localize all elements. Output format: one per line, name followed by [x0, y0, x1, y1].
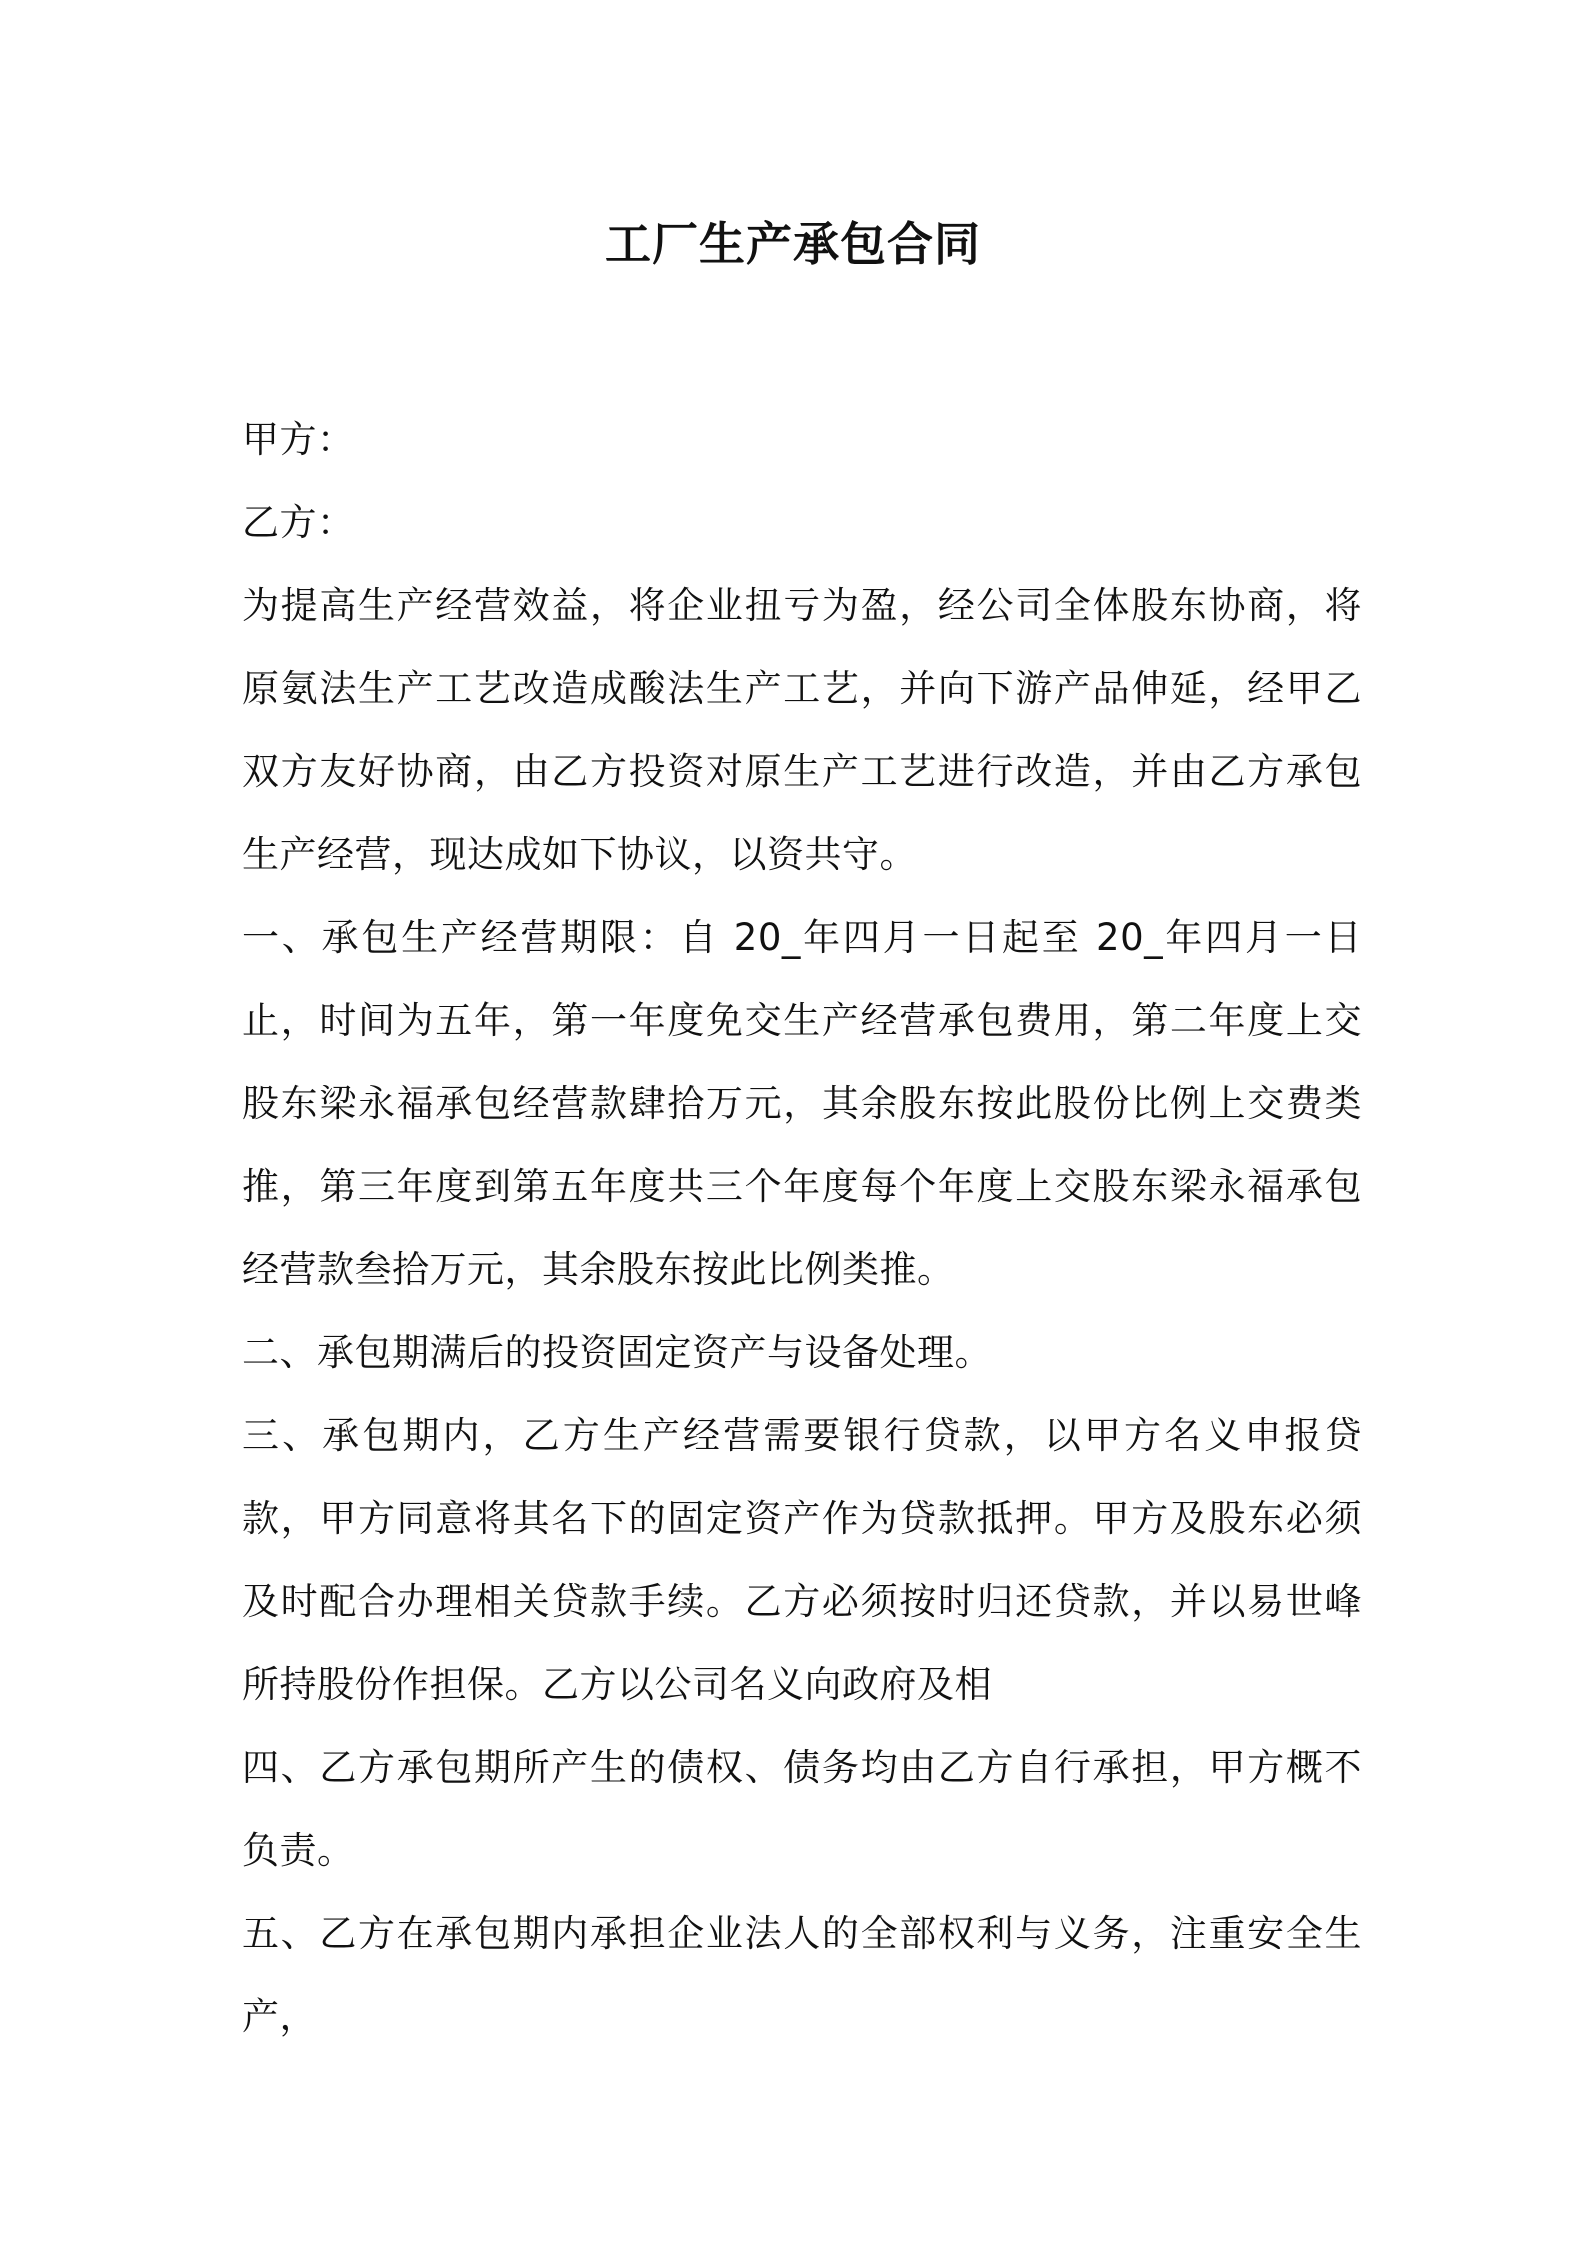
- clause-1-paragraph: 一、承包生产经营期限：自 20_年四月一日起至 20_年四月一日止，时间为五年，第一年度免交生产经营承包费用，第二年度上交股东梁永福承包经营款肆拾万元，其余股东按此股份比例上交费类推，第三年度到第五年度共三个年度每个年度上交股东梁永福承包经营款叁拾万元，其余股东按此比例类推。: [242, 916, 1362, 1291]
- party-a-line: 甲方：: [242, 418, 355, 461]
- party-b-line: 乙方：: [242, 501, 355, 544]
- preamble-paragraph: 为提高生产经营效益，将企业扭亏为盈，经公司全体股东协商，将原氨法生产工艺改造成酸法生产工艺，并向下游产品伸延，经甲乙双方友好协商，由乙方投资对原生产工艺进行改造，并由乙方承包生产经营，现达成如下协议，以资共守。: [242, 584, 1362, 876]
- document-title: 工厂生产承包合同: [605, 217, 981, 271]
- document-body: [242, 398, 1362, 2058]
- clause-5-paragraph: 五、乙方在承包期内承担企业法人的全部权利与义务，注重安全生产，: [242, 1912, 1362, 2038]
- clause-3-paragraph: 三、承包期内，乙方生产经营需要银行贷款，以甲方名义申报贷款，甲方同意将其名下的固定资产作为贷款抵押。甲方及股东必须及时配合办理相关贷款手续。乙方必须按时归还贷款，并以易世峰所持股份作担保。乙方以公司名义向政府及相: [242, 1414, 1362, 1706]
- clause-2-paragraph: 二、承包期满后的投资固定资产与设备处理。: [242, 1331, 992, 1374]
- clause-4-paragraph: 四、乙方承包期所产生的债权、债务均由乙方自行承担，甲方概不负责。: [242, 1746, 1362, 1872]
